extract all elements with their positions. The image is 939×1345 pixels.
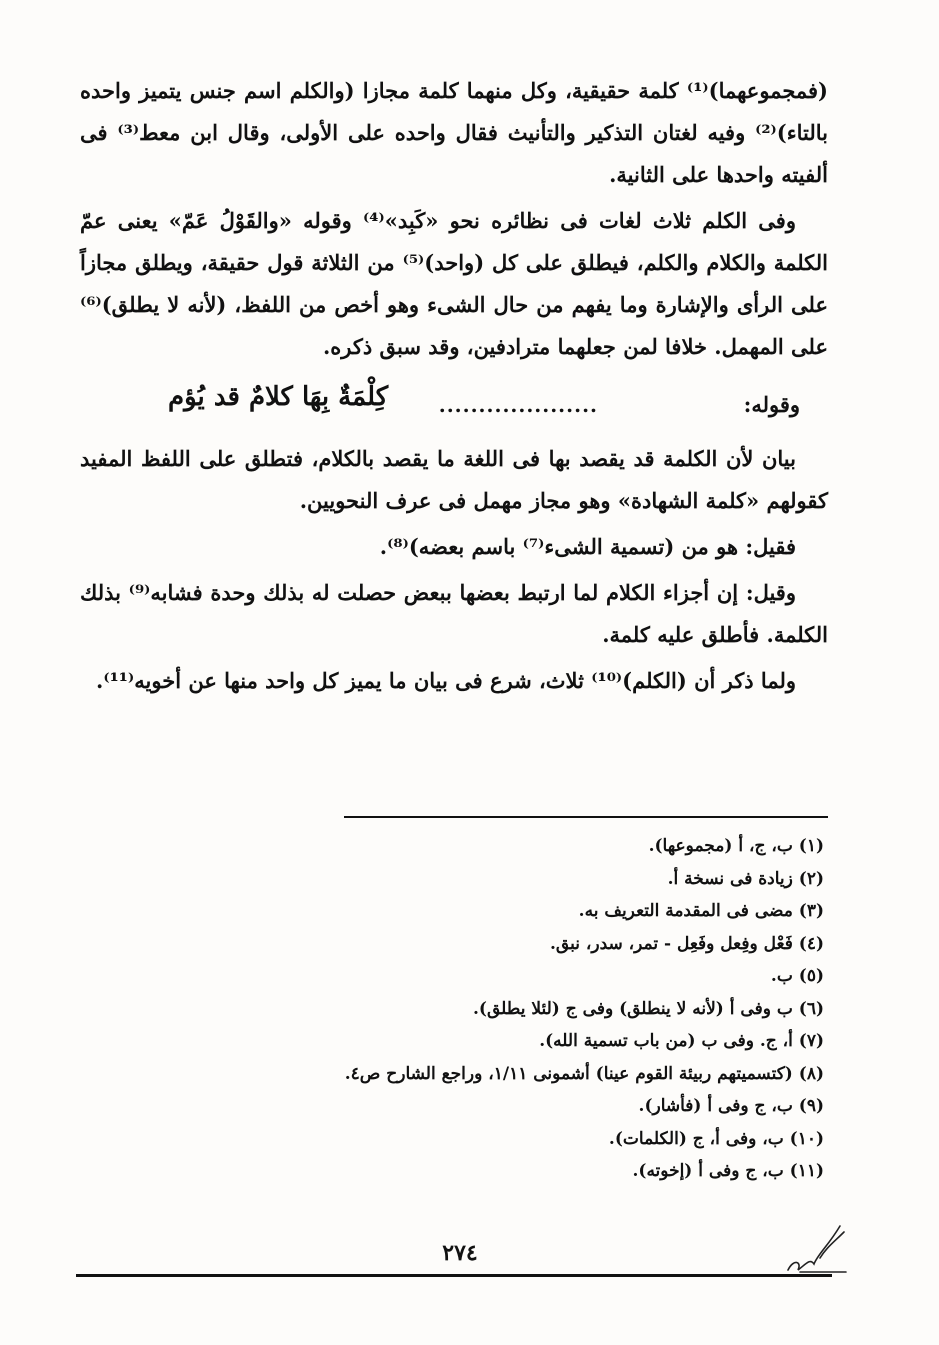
verse-line bbox=[80, 376, 828, 432]
paragraph-2: وفى الكلم ثلاث لغات فى نظائره نحو «كَبِد»⁽⁴⁾ وقوله «والقَوْلُ عَمّ» يعنى عمّ الكلمة والكلام والكلم، فيطلق على كل (واحد)⁽⁵⁾ من الثلاثة قول حقيقة، ويطلق مجازاً على الرأى والإشارة وما يفهم من حال الشىء وهو أخص من اللفظ، (لأنه لا يطلق)⁽⁶⁾ على المهمل. خلافا لمن جعلهما مترادفين، وقد سبق ذكره. bbox=[80, 208, 828, 359]
footnote-divider bbox=[344, 816, 828, 818]
footnote-2: (٢) زيادة فى نسخة أ. bbox=[667, 868, 824, 889]
footnote-8: (٨) (كتسميتهم ربيئة القوم عينا) أشمونى ١/١١، وراجع الشارح ص٤. bbox=[344, 1063, 824, 1084]
paragraph-1: (فمجموعهما)⁽¹⁾ كلمة حقيقية، وكل منهما كلمة مجازا (والكلم اسم جنس يتميز واحده بالتاء)⁽²⁾ وفيه لغتان التذكير والتأنيث فقال واحده على الأولى، وقال ابن معط⁽³⁾ فى ألفيته واحدها على الثانية. bbox=[80, 78, 828, 187]
footnote-11: (١١) ب، ج وفى أ (إخوته). bbox=[632, 1161, 824, 1181]
main-text bbox=[80, 70, 828, 706]
verse-label: وقوله: bbox=[743, 392, 800, 417]
footnote-7: (٧) أ، ج. وفى ب (من باب تسمية الله). bbox=[539, 1031, 824, 1051]
footnote-10: (١٠) ب، وفى أ، ج (الكلمات). bbox=[608, 1128, 824, 1149]
footnote-4: (٤) فَعْل وفِعل وفَعِل - تمر، سدر، نبق. bbox=[550, 933, 824, 954]
paragraph-5: وقيل: إن أجزاء الكلام لما ارتبط بعضها ببعض حصلت له بذلك وحدة فشابه⁽⁹⁾ بذلك الكلمة. فأطلق عليه كلمة. bbox=[80, 580, 828, 647]
footnote-6: (٦) ب وفى أ (لأنه لا ينطلق) وفى ج (لئلا يطلق). bbox=[472, 998, 824, 1019]
paragraph-6: ولما ذكر أن (الكلم)⁽¹⁰⁾ ثلاث، شرع فى بيان ما يميز كل واحد منها عن أخويه⁽¹¹⁾. bbox=[96, 668, 796, 693]
paragraph-3: بيان لأن الكلمة قد يقصد بها فى اللغة ما يقصد بالكلام، فتطلق على اللفظ المفيد كقولهم «كلمة الشهادة» وهو مجاز مهمل فى عرف النحويين. bbox=[80, 446, 828, 513]
verse-text: كِلْمَةٌ بِهَا كلامٌ قد يُؤم bbox=[168, 382, 389, 412]
page-number: ٢٧٤ bbox=[442, 1240, 478, 1266]
paragraph-4: فقيل: هو من (تسمية الشىء⁽⁷⁾ باسم بعضه)⁽⁸⁾. bbox=[379, 534, 796, 559]
footnote-3: (٣) مضى فى المقدمة التعريف به. bbox=[578, 901, 824, 921]
footnote-9: (٩) ب، ج وفى أ (فأشار). bbox=[638, 1096, 824, 1116]
footnote-1: (١) ب، ج، أ (مجموعها). bbox=[648, 836, 824, 856]
verse-dots: .................... bbox=[438, 393, 598, 417]
bottom-rule bbox=[76, 1274, 832, 1277]
footnotes bbox=[200, 830, 824, 1188]
footnote-5: (٥) ب. bbox=[770, 966, 824, 986]
handwritten-signature-icon bbox=[780, 1218, 850, 1278]
